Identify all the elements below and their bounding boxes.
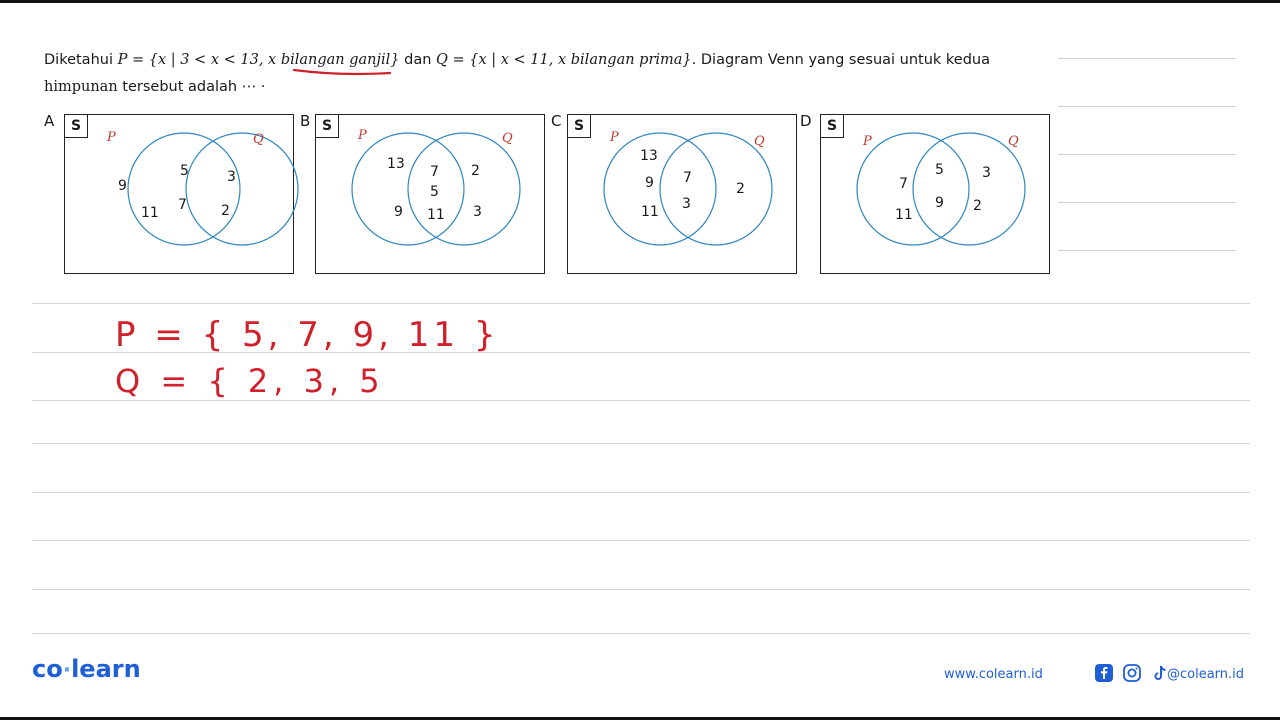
element-both: 5 xyxy=(180,163,189,179)
element-only-p: 13 xyxy=(387,156,405,172)
top-frame-border xyxy=(0,0,1280,3)
handwritten-answer xyxy=(100,300,500,410)
ruled-line xyxy=(32,540,1250,541)
element-only-p: 7 xyxy=(899,176,908,192)
element-both: 9 xyxy=(935,195,944,211)
element-both: 7 xyxy=(430,164,439,180)
question-tail: tersebut adalah xyxy=(117,79,238,95)
set-q-label: Q xyxy=(1008,134,1019,149)
ruled-line xyxy=(32,633,1250,634)
set-p-label: P xyxy=(610,130,619,145)
element-only-p: 9 xyxy=(118,178,127,194)
ruled-line xyxy=(32,492,1250,493)
element-only-p: 9 xyxy=(645,175,654,191)
underline-annotation xyxy=(290,62,400,82)
instagram-icon[interactable] xyxy=(1122,663,1142,683)
element-only-q: 3 xyxy=(982,165,991,181)
colearn-logo[interactable] xyxy=(32,655,141,683)
handwritten-set-p: P = { 5, 7, 9, 11 } xyxy=(115,315,500,355)
ruled-line xyxy=(32,443,1250,444)
set-p-label: P xyxy=(863,134,872,149)
logo-part-learn: learn xyxy=(71,655,141,683)
universe-label: S xyxy=(820,114,844,138)
element-both: 7 xyxy=(178,197,187,213)
option-letter-a[interactable]: A xyxy=(44,112,55,130)
ruled-line xyxy=(1058,106,1236,107)
question-text xyxy=(44,47,1054,101)
logo-part-co: co xyxy=(32,655,63,683)
set-p-label: P xyxy=(358,128,367,143)
question-prompt: . Diagram Venn yang sesuai untuk kedua xyxy=(691,52,990,68)
venn-svg-c xyxy=(568,115,796,273)
element-only-p: 11 xyxy=(641,204,659,220)
set-p-label: P xyxy=(107,130,116,145)
venn-diagram-c[interactable] xyxy=(567,114,797,274)
element-only-q: 2 xyxy=(471,163,480,179)
set-q-definition: Q = {x | x < 11, x bilangan prima} xyxy=(436,52,692,68)
set-q-label: Q xyxy=(502,131,513,146)
option-letter-b[interactable]: B xyxy=(300,112,311,130)
element-only-p: 11 xyxy=(895,207,913,223)
set-q-label: Q xyxy=(253,132,264,147)
ruled-line xyxy=(1058,250,1236,251)
venn-diagram-b[interactable] xyxy=(315,114,545,274)
social-icons xyxy=(1094,663,1170,683)
element-both: 11 xyxy=(427,207,445,223)
element-both: 3 xyxy=(682,196,691,212)
circle-q xyxy=(186,133,298,245)
venn-svg-b xyxy=(316,115,544,273)
option-letter-c[interactable]: C xyxy=(551,112,562,130)
question-word: himpunan xyxy=(44,79,118,95)
element-only-q: 3 xyxy=(227,169,236,185)
element-only-p: 13 xyxy=(640,148,658,164)
ruled-line xyxy=(1058,58,1236,59)
element-only-q: 2 xyxy=(736,181,745,197)
set-p-definition: P = {x | 3 < x < 13, x bilangan ganjil} xyxy=(117,52,400,68)
element-only-q: 2 xyxy=(973,198,982,214)
circle-p xyxy=(128,133,240,245)
ruled-line xyxy=(32,589,1250,590)
venn-svg-d xyxy=(821,115,1049,273)
social-handle[interactable]: @colearn.id xyxy=(1167,667,1245,682)
universe-label: S xyxy=(567,114,591,138)
facebook-icon[interactable] xyxy=(1094,663,1114,683)
question-ellipsis: ⋯ · xyxy=(237,79,266,95)
option-letter-d[interactable]: D xyxy=(800,112,812,130)
set-q-label: Q xyxy=(754,134,765,149)
element-only-p: 9 xyxy=(394,204,403,220)
question-line-2 xyxy=(44,74,1054,101)
venn-svg-a xyxy=(65,115,293,273)
question-line-1 xyxy=(44,47,1054,74)
universe-label: S xyxy=(64,114,88,138)
universe-label: S xyxy=(315,114,339,138)
venn-diagram-d[interactable] xyxy=(820,114,1050,274)
website-link[interactable]: www.colearn.id xyxy=(944,667,1043,682)
question-connector: dan xyxy=(399,52,436,68)
ruled-line xyxy=(1058,202,1236,203)
handwritten-set-q: Q = { 2, 3, 5 xyxy=(115,362,385,400)
element-both: 7 xyxy=(683,170,692,186)
ruled-line xyxy=(1058,154,1236,155)
element-both: 5 xyxy=(935,162,944,178)
element-only-q: 3 xyxy=(473,204,482,220)
element-only-q: 2 xyxy=(221,203,230,219)
element-only-p: 11 xyxy=(141,205,159,221)
venn-diagram-a[interactable] xyxy=(64,114,294,274)
element-both: 5 xyxy=(430,184,439,200)
question-intro: Diketahui xyxy=(44,52,118,68)
logo-dot: · xyxy=(62,658,72,683)
